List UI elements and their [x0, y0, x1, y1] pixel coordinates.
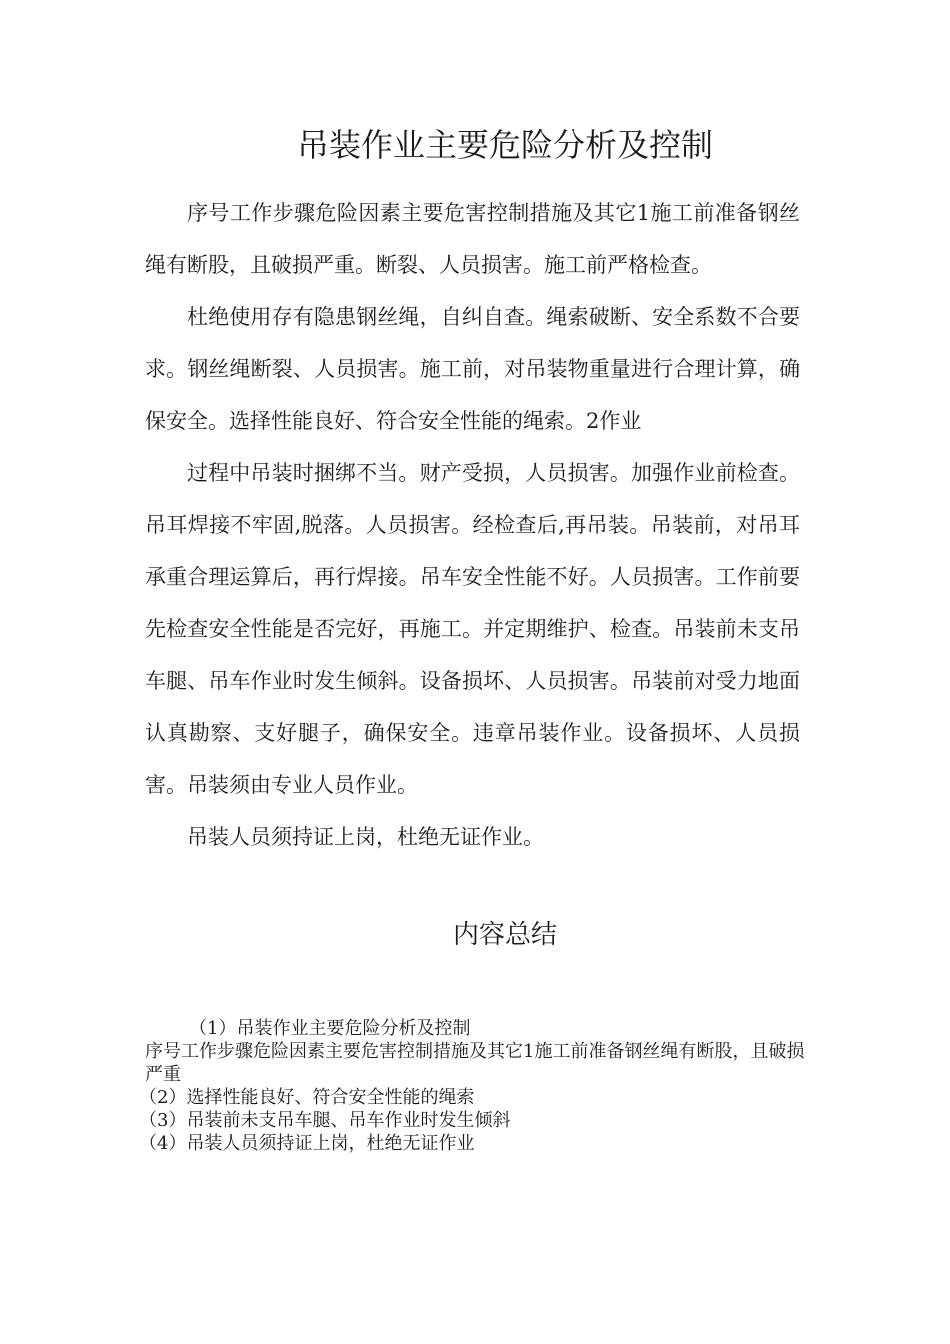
document-title: 吊装作业主要危险分析及控制 — [296, 126, 713, 164]
summary-title: 内容总结 — [452, 920, 557, 950]
body-paragraph-3: 过程中吊装时捆绑不当。财产受损，人员损害。加强作业前检查。吊耳焊接不牢固,脱落。人员损害。经检查后,再吊装。吊装前，对吊耳承重合理运算后，再行焊接。吊车安全性能不好。人员损害。工作前要先检查安全性能是否完好，再施工。并定期维护、检查。吊装前未支吊车腿、吊车作业时发生倾斜。设备损坏、人员损害。吊装前对受力地面认真勘察、支好腿子，确保安全。违章吊装作业。设备损坏、人员损害。吊装须由专业人员作业。 — [145, 461, 800, 797]
body-paragraph-4: 吊装人员须持证上岗，杜绝无证作业。 — [187, 825, 544, 849]
summary-item-1: （1）吊装作业主要危险分析及控制 — [189, 1018, 471, 1039]
summary-section — [139, 1017, 815, 1155]
summary-item-1-detail: 序号工作步骤危险因素主要危害控制措施及其它1施工前准备钢丝绳有断股，且破损严重 — [145, 1041, 805, 1085]
document-body — [145, 187, 800, 863]
summary-item-4: （4）吊装人员须持证上岗，杜绝无证作业 — [139, 1133, 475, 1154]
body-paragraph-1: 序号工作步骤危险因素主要危害控制措施及其它1施工前准备钢丝绳有断股，且破损严重。断裂、人员损害。施工前严格检查。 — [145, 201, 800, 277]
body-paragraph-2: 杜绝使用存有隐患钢丝绳，自纠自查。绳索破断、安全系数不合要求。钢丝绳断裂、人员损害。施工前，对吊装物重量进行合理计算，确保安全。选择性能良好、符合安全性能的绳索。2作业 — [145, 305, 800, 433]
summary-item-2: （2）选择性能良好、符合安全性能的绳索 — [139, 1087, 475, 1108]
summary-item-3: （3）吊装前未支吊车腿、吊车作业时发生倾斜 — [139, 1110, 511, 1131]
